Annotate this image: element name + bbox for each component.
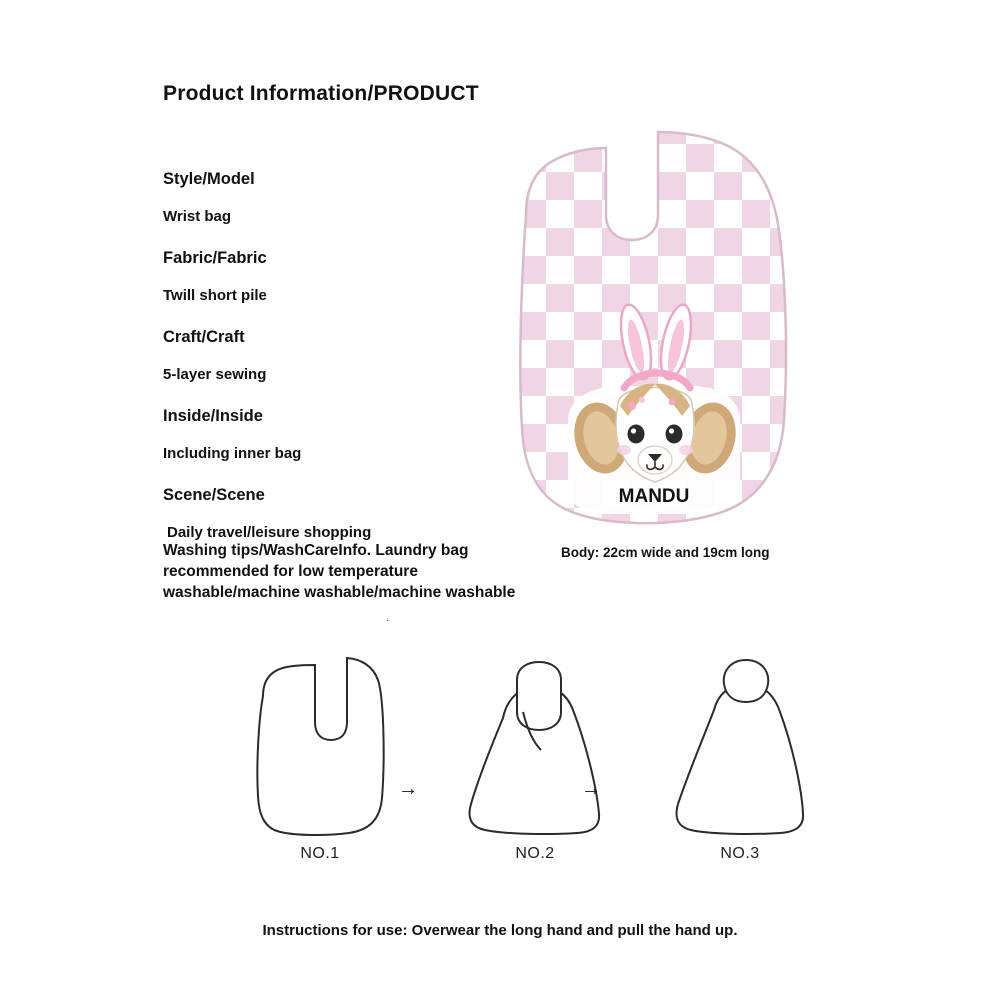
spec-row-inside	[163, 397, 543, 473]
step-3-label: NO.3	[720, 845, 760, 862]
spec-key-style: Style/Model	[163, 170, 255, 188]
spec-key-craft: Craft/Craft	[163, 328, 245, 346]
tiny-mark: .	[386, 612, 390, 624]
arrow-icon-1: →	[398, 778, 418, 800]
step-3-illustration	[655, 650, 825, 845]
spec-key-scene: Scene/Scene	[163, 486, 265, 504]
usage-instructions: Instructions for use: Overwear the long hand and pull the hand up.	[262, 922, 738, 939]
spec-list	[163, 160, 543, 555]
step-1-illustration	[235, 650, 405, 845]
spec-value-craft: 5-layer sewing	[163, 366, 267, 383]
spec-value-inside: Including inner bag	[163, 445, 302, 462]
dimension-caption: Body: 22cm wide and 19cm long	[561, 545, 770, 560]
page-title: Product Information/PRODUCT	[163, 82, 479, 105]
step-2-label: NO.2	[515, 845, 555, 862]
spec-key-fabric: Fabric/Fabric	[163, 249, 267, 267]
step-3	[655, 650, 825, 863]
washing-instructions: Washing tips/WashCareInfo. Laundry bag recommended for low temperature washable/machine washable/machine washable	[163, 542, 516, 601]
spec-row-style	[163, 160, 543, 236]
step-2-illustration	[450, 650, 620, 845]
spec-row-fabric	[163, 239, 543, 315]
step-1	[235, 650, 405, 863]
spec-row-craft	[163, 318, 543, 394]
arrow-icon-2: →	[581, 778, 601, 800]
spec-key-inside: Inside/Inside	[163, 407, 263, 425]
spec-value-style: Wrist bag	[163, 208, 232, 225]
usage-steps	[215, 650, 815, 910]
spec-value-scene: Daily travel/leisure shopping	[167, 524, 372, 541]
step-1-label: NO.1	[300, 845, 340, 862]
brand-label-text: MANDU	[618, 486, 690, 507]
spec-value-fabric: Twill short pile	[163, 287, 267, 304]
brand-label	[619, 486, 690, 507]
product-image	[496, 120, 826, 540]
step-2	[450, 650, 620, 863]
